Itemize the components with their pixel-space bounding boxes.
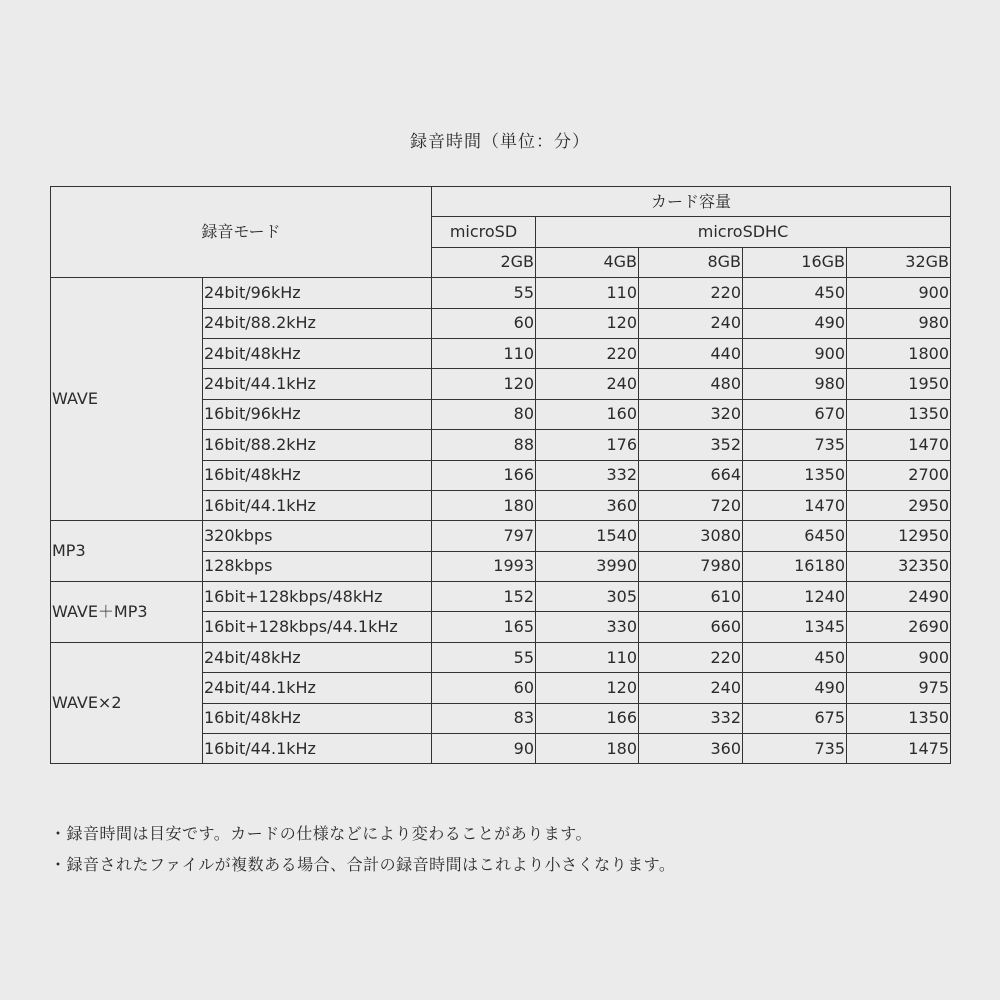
note-item: ・録音されたファイルが複数ある場合、合計の録音時間はこれより小さくなります。 [50,855,676,874]
minutes-cell: 110 [432,338,536,368]
minutes-cell: 120 [536,308,639,338]
minutes-cell: 352 [639,430,743,460]
minutes-cell: 1350 [847,703,951,733]
minutes-cell: 32350 [847,551,951,581]
minutes-cell: 120 [432,369,536,399]
minutes-cell: 1350 [847,399,951,429]
table-row [51,642,951,672]
minutes-cell: 490 [743,308,847,338]
minutes-cell: 735 [743,430,847,460]
minutes-cell: 6450 [743,521,847,551]
minutes-cell: 900 [847,278,951,308]
minutes-cell: 1470 [847,430,951,460]
minutes-cell: 1345 [743,612,847,642]
mode-group-cell: WAVE×2 [51,642,203,764]
minutes-cell: 450 [743,278,847,308]
mode-setting-cell: 16bit/44.1kHz [203,490,432,520]
header-row-1 [51,187,951,217]
minutes-cell: 1993 [432,551,536,581]
table-title: 録音時間（単位：分） [410,132,590,152]
notes [50,818,675,880]
minutes-cell: 610 [639,582,743,612]
minutes-cell: 90 [432,734,536,764]
minutes-cell: 2490 [847,582,951,612]
minutes-cell: 55 [432,278,536,308]
minutes-cell: 975 [847,673,951,703]
minutes-cell: 7980 [639,551,743,581]
minutes-cell: 1800 [847,338,951,368]
minutes-cell: 664 [639,460,743,490]
minutes-cell: 735 [743,734,847,764]
minutes-cell: 1350 [743,460,847,490]
mode-setting-cell: 16bit/44.1kHz [203,734,432,764]
mode-setting-cell: 16bit/88.2kHz [203,430,432,460]
minutes-cell: 720 [639,490,743,520]
minutes-cell: 1470 [743,490,847,520]
capacity-4gb: 4GB [536,247,639,277]
minutes-cell: 670 [743,399,847,429]
minutes-cell: 60 [432,308,536,338]
mode-group-cell: MP3 [51,521,203,582]
minutes-cell: 1950 [847,369,951,399]
recording-time-table [50,186,951,764]
minutes-cell: 360 [639,734,743,764]
minutes-cell: 80 [432,399,536,429]
mode-setting-cell: 24bit/44.1kHz [203,369,432,399]
minutes-cell: 165 [432,612,536,642]
capacity-2gb: 2GB [432,247,536,277]
minutes-cell: 240 [639,673,743,703]
minutes-cell: 220 [639,642,743,672]
minutes-cell: 166 [536,703,639,733]
minutes-cell: 450 [743,642,847,672]
minutes-cell: 83 [432,703,536,733]
minutes-cell: 440 [639,338,743,368]
minutes-cell: 980 [847,308,951,338]
mode-setting-cell: 16bit/48kHz [203,703,432,733]
minutes-cell: 330 [536,612,639,642]
minutes-cell: 1540 [536,521,639,551]
minutes-cell: 1475 [847,734,951,764]
mode-setting-cell: 24bit/88.2kHz [203,308,432,338]
minutes-cell: 3990 [536,551,639,581]
minutes-cell: 152 [432,582,536,612]
note-item: ・録音時間は目安です。カードの仕様などにより変わることがあります。 [50,824,592,843]
mode-setting-cell: 16bit+128kbps/44.1kHz [203,612,432,642]
minutes-cell: 675 [743,703,847,733]
capacity-16gb: 16GB [743,247,847,277]
minutes-cell: 110 [536,278,639,308]
minutes-cell: 1240 [743,582,847,612]
mode-setting-cell: 16bit/96kHz [203,399,432,429]
minutes-cell: 480 [639,369,743,399]
minutes-cell: 120 [536,673,639,703]
minutes-cell: 980 [743,369,847,399]
minutes-cell: 900 [847,642,951,672]
microsdhc-header: microSDHC [536,217,951,247]
mode-setting-cell: 24bit/48kHz [203,642,432,672]
minutes-cell: 797 [432,521,536,551]
minutes-cell: 55 [432,642,536,672]
minutes-cell: 160 [536,399,639,429]
minutes-cell: 60 [432,673,536,703]
mode-setting-cell: 16bit/48kHz [203,460,432,490]
mode-group-cell: WAVE [51,278,203,521]
minutes-cell: 3080 [639,521,743,551]
mode-setting-cell: 16bit+128kbps/48kHz [203,582,432,612]
minutes-cell: 320 [639,399,743,429]
mode-header: 録音モード [51,187,432,278]
table-row [51,278,951,308]
mode-setting-cell: 24bit/96kHz [203,278,432,308]
minutes-cell: 490 [743,673,847,703]
minutes-cell: 166 [432,460,536,490]
minutes-cell: 240 [639,308,743,338]
minutes-cell: 12950 [847,521,951,551]
minutes-cell: 305 [536,582,639,612]
minutes-cell: 176 [536,430,639,460]
mode-setting-cell: 128kbps [203,551,432,581]
minutes-cell: 180 [432,490,536,520]
minutes-cell: 240 [536,369,639,399]
capacity-header: カード容量 [432,187,951,217]
minutes-cell: 110 [536,642,639,672]
minutes-cell: 88 [432,430,536,460]
mode-setting-cell: 320kbps [203,521,432,551]
minutes-cell: 220 [639,278,743,308]
mode-group-cell: WAVE＋MP3 [51,582,203,643]
table-row [51,521,951,551]
minutes-cell: 2690 [847,612,951,642]
capacity-32gb: 32GB [847,247,951,277]
minutes-cell: 2950 [847,490,951,520]
minutes-cell: 2700 [847,460,951,490]
minutes-cell: 220 [536,338,639,368]
minutes-cell: 660 [639,612,743,642]
minutes-cell: 900 [743,338,847,368]
minutes-cell: 332 [639,703,743,733]
mode-setting-cell: 24bit/48kHz [203,338,432,368]
minutes-cell: 180 [536,734,639,764]
minutes-cell: 16180 [743,551,847,581]
table-row [51,582,951,612]
mode-setting-cell: 24bit/44.1kHz [203,673,432,703]
microsd-header: microSD [432,217,536,247]
minutes-cell: 360 [536,490,639,520]
minutes-cell: 332 [536,460,639,490]
capacity-8gb: 8GB [639,247,743,277]
